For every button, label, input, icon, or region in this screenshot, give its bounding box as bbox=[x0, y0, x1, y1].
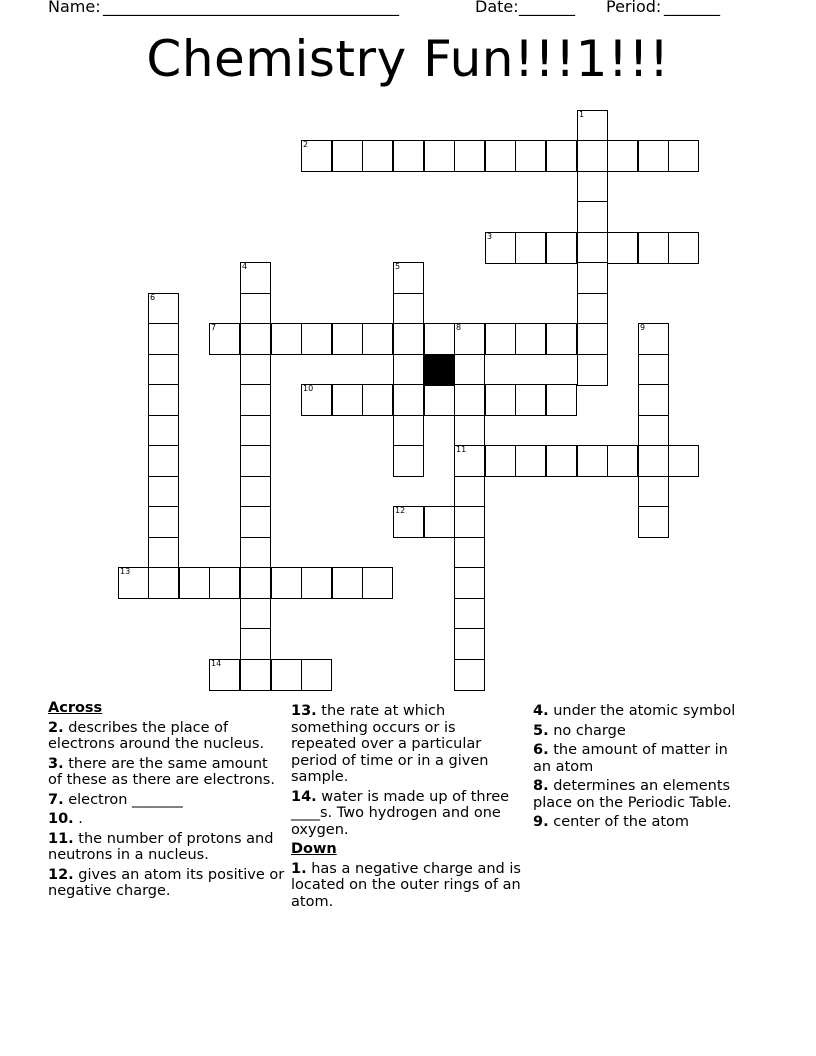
grid-cell[interactable] bbox=[638, 476, 669, 508]
grid-cell[interactable] bbox=[148, 476, 179, 508]
grid-cell[interactable] bbox=[362, 384, 393, 416]
grid-cell[interactable] bbox=[607, 140, 638, 172]
cell-number: 10 bbox=[303, 384, 314, 393]
grid-cell[interactable] bbox=[393, 354, 424, 386]
grid-cell[interactable] bbox=[301, 567, 332, 599]
grid-cell[interactable] bbox=[546, 384, 577, 416]
grid-cell[interactable] bbox=[485, 140, 516, 172]
clue-number: 11. bbox=[48, 830, 74, 847]
grid-cell[interactable] bbox=[638, 140, 669, 172]
clue-down-1 bbox=[291, 861, 521, 911]
grid-cell[interactable] bbox=[454, 323, 485, 355]
period-label: Period: bbox=[606, 0, 662, 16]
grid-cell[interactable] bbox=[148, 537, 179, 569]
grid-cell[interactable] bbox=[148, 293, 179, 325]
clue-across-12 bbox=[48, 867, 286, 900]
clue-number: 2. bbox=[48, 719, 64, 736]
grid-cell[interactable] bbox=[668, 140, 699, 172]
grid-cell[interactable] bbox=[577, 140, 608, 172]
grid-cell[interactable] bbox=[638, 445, 669, 477]
date-label: Date: bbox=[475, 0, 519, 16]
grid-cell[interactable] bbox=[638, 506, 669, 538]
clues-column-1 bbox=[48, 700, 286, 903]
cell-number: 5 bbox=[395, 262, 401, 271]
grid-cell[interactable] bbox=[454, 659, 485, 691]
grid-cell[interactable] bbox=[393, 262, 424, 294]
grid-cell[interactable] bbox=[148, 384, 179, 416]
grid-cell[interactable] bbox=[301, 140, 332, 172]
grid-cell[interactable] bbox=[179, 567, 210, 599]
down-heading: Down bbox=[291, 841, 337, 857]
grid-cell[interactable] bbox=[668, 232, 699, 264]
grid-cell[interactable] bbox=[607, 445, 638, 477]
page-title: Chemistry Fun!!!1!!! bbox=[146, 30, 670, 88]
grid-cell[interactable] bbox=[148, 354, 179, 386]
grid-cell[interactable] bbox=[454, 567, 485, 599]
grid-cell[interactable] bbox=[546, 232, 577, 264]
clue-text: the number of protons and neutrons in a nucleus. bbox=[48, 830, 274, 863]
clues-column-2 bbox=[291, 703, 521, 913]
grid-cell[interactable] bbox=[485, 384, 516, 416]
grid-cell[interactable] bbox=[240, 659, 271, 691]
grid-cell[interactable] bbox=[577, 445, 608, 477]
grid-cell[interactable] bbox=[240, 445, 271, 477]
grid-cell[interactable] bbox=[515, 323, 546, 355]
grid-cell[interactable] bbox=[424, 384, 455, 416]
grid-cell[interactable] bbox=[301, 659, 332, 691]
clue-text: gives an atom its positive or negative charge. bbox=[48, 866, 285, 899]
cell-number: 13 bbox=[120, 567, 131, 576]
clue-number: 1. bbox=[291, 860, 307, 877]
grid-cell[interactable] bbox=[240, 415, 271, 447]
clue-across-2 bbox=[48, 720, 286, 753]
grid-cell[interactable] bbox=[148, 567, 179, 599]
grid-cell[interactable] bbox=[668, 445, 699, 477]
clue-number: 9. bbox=[533, 814, 549, 830]
grid-cell[interactable] bbox=[485, 232, 516, 264]
clue-across-7 bbox=[48, 792, 286, 809]
grid-cell[interactable] bbox=[240, 293, 271, 325]
grid-cell[interactable] bbox=[240, 323, 271, 355]
grid-cell[interactable] bbox=[148, 415, 179, 447]
grid-cell[interactable] bbox=[240, 354, 271, 386]
grid-cell[interactable] bbox=[638, 323, 669, 355]
grid-cell[interactable] bbox=[393, 384, 424, 416]
grid-cell[interactable] bbox=[148, 323, 179, 355]
grid-cell[interactable] bbox=[515, 445, 546, 477]
grid-cell[interactable] bbox=[607, 232, 638, 264]
clue-number: 7. bbox=[48, 791, 64, 808]
clue-text: has a negative charge and is located on the outer rings of an atom. bbox=[291, 860, 521, 910]
clue-across-11 bbox=[48, 831, 286, 864]
clue-text: electron _______ bbox=[63, 791, 183, 808]
clue-across-10 bbox=[48, 811, 286, 828]
grid-cell[interactable] bbox=[271, 659, 302, 691]
grid-cell[interactable] bbox=[454, 140, 485, 172]
grid-cell[interactable] bbox=[209, 567, 240, 599]
grid-cell[interactable] bbox=[577, 293, 608, 325]
clue-text: no charge bbox=[548, 722, 626, 739]
grid-cell[interactable] bbox=[546, 140, 577, 172]
grid-cell[interactable] bbox=[515, 140, 546, 172]
cell-number: 1 bbox=[579, 110, 585, 119]
grid-cell[interactable] bbox=[546, 445, 577, 477]
grid-cell[interactable] bbox=[271, 323, 302, 355]
grid-cell[interactable] bbox=[424, 140, 455, 172]
grid-cell[interactable] bbox=[209, 659, 240, 691]
grid-cell[interactable] bbox=[638, 232, 669, 264]
clue-number: 14. bbox=[291, 788, 317, 805]
grid-cell[interactable] bbox=[240, 567, 271, 599]
clue-down-6 bbox=[533, 742, 748, 775]
grid-cell[interactable] bbox=[485, 323, 516, 355]
grid-cell[interactable] bbox=[515, 384, 546, 416]
cell-number: 14 bbox=[211, 659, 222, 668]
clue-text: the amount of matter in an atom bbox=[533, 742, 728, 775]
grid-cell[interactable] bbox=[148, 506, 179, 538]
grid-cell[interactable] bbox=[240, 537, 271, 569]
grid-cell[interactable] bbox=[454, 628, 485, 660]
name-label: Name: bbox=[48, 0, 101, 16]
grid-cell[interactable] bbox=[577, 323, 608, 355]
clue-across-3 bbox=[48, 756, 286, 789]
cell-number: 4 bbox=[242, 262, 248, 271]
grid-cell[interactable] bbox=[240, 476, 271, 508]
grid-cell[interactable] bbox=[362, 567, 393, 599]
clue-number: 5. bbox=[533, 722, 549, 739]
grid-cell[interactable] bbox=[393, 506, 424, 538]
clue-number: 6. bbox=[533, 742, 549, 758]
clue-text: the rate at which something occurs or is repeated over a particular period of time or in a given sample. bbox=[291, 703, 489, 785]
date-blank[interactable]: _______ bbox=[519, 0, 575, 16]
grid-cell[interactable] bbox=[209, 323, 240, 355]
cell-number: 7 bbox=[211, 323, 217, 332]
clues-column-3 bbox=[533, 703, 748, 834]
clue-down-8 bbox=[533, 778, 748, 811]
grid-cell[interactable] bbox=[271, 567, 302, 599]
name-blank[interactable]: _____________________________________ bbox=[103, 0, 399, 16]
clue-text: under the atomic symbol bbox=[548, 703, 736, 719]
grid-cell[interactable] bbox=[454, 476, 485, 508]
grid-cell[interactable] bbox=[424, 506, 455, 538]
grid-cell[interactable] bbox=[362, 323, 393, 355]
grid-cell[interactable] bbox=[332, 384, 363, 416]
grid-cell[interactable] bbox=[546, 323, 577, 355]
grid-cell[interactable] bbox=[454, 445, 485, 477]
cell-number: 8 bbox=[456, 323, 462, 332]
grid-cell[interactable] bbox=[638, 384, 669, 416]
grid-cell[interactable] bbox=[454, 598, 485, 630]
clue-text: determines an elements place on the Periodic Table. bbox=[533, 778, 732, 811]
grid-cell[interactable] bbox=[577, 110, 608, 142]
clue-across-13 bbox=[291, 703, 521, 786]
cell-number: 11 bbox=[456, 445, 467, 454]
grid-cell[interactable] bbox=[362, 140, 393, 172]
grid-cell[interactable] bbox=[332, 323, 363, 355]
clue-down-9 bbox=[533, 814, 748, 831]
grid-cell[interactable] bbox=[577, 354, 608, 386]
grid-cell[interactable] bbox=[577, 171, 608, 203]
clue-number: 4. bbox=[533, 703, 549, 719]
cell-number: 2 bbox=[303, 140, 309, 149]
clue-across-14 bbox=[291, 789, 521, 839]
grid-cell[interactable] bbox=[638, 354, 669, 386]
grid-cell[interactable] bbox=[301, 323, 332, 355]
cell-number: 12 bbox=[395, 506, 406, 515]
grid-cell[interactable] bbox=[393, 140, 424, 172]
cell-number: 9 bbox=[640, 323, 646, 332]
grid-cell[interactable] bbox=[240, 506, 271, 538]
grid-cell[interactable] bbox=[577, 262, 608, 294]
grid-cell[interactable] bbox=[454, 506, 485, 538]
grid-cell[interactable] bbox=[332, 140, 363, 172]
grid-cell[interactable] bbox=[301, 384, 332, 416]
clue-number: 3. bbox=[48, 755, 64, 772]
cell-number: 6 bbox=[150, 293, 156, 302]
clue-number: 13. bbox=[291, 703, 317, 719]
cell-number: 3 bbox=[487, 232, 493, 241]
grid-cell[interactable] bbox=[148, 445, 179, 477]
grid-cell[interactable] bbox=[515, 232, 546, 264]
grid-cell[interactable] bbox=[393, 323, 424, 355]
clue-text: describes the place of electrons around the nucleus. bbox=[48, 719, 265, 752]
period-blank[interactable]: _______ bbox=[664, 0, 720, 16]
black-cell bbox=[424, 354, 455, 386]
grid-cell[interactable] bbox=[393, 445, 424, 477]
grid-cell[interactable] bbox=[577, 232, 608, 264]
clue-text: there are the same amount of these as there are electrons. bbox=[48, 755, 275, 788]
clue-down-5 bbox=[533, 723, 748, 740]
clue-text: . bbox=[73, 811, 83, 827]
clue-number: 12. bbox=[48, 866, 74, 883]
clue-text: center of the atom bbox=[548, 814, 690, 830]
across-heading: Across bbox=[48, 700, 103, 716]
grid-cell[interactable] bbox=[332, 567, 363, 599]
grid-cell[interactable] bbox=[454, 384, 485, 416]
clue-down-4 bbox=[533, 703, 748, 720]
grid-cell[interactable] bbox=[118, 567, 149, 599]
grid-cell[interactable] bbox=[240, 384, 271, 416]
grid-cell[interactable] bbox=[240, 628, 271, 660]
grid-cell[interactable] bbox=[485, 445, 516, 477]
grid-cell[interactable] bbox=[424, 323, 455, 355]
clue-number: 10. bbox=[48, 811, 74, 827]
clue-number: 8. bbox=[533, 778, 549, 794]
grid-cell[interactable] bbox=[454, 415, 485, 447]
grid-cell[interactable] bbox=[393, 415, 424, 447]
grid-cell[interactable] bbox=[240, 598, 271, 630]
grid-cell[interactable] bbox=[638, 415, 669, 447]
grid-cell[interactable] bbox=[577, 201, 608, 233]
grid-cell[interactable] bbox=[393, 293, 424, 325]
grid-cell[interactable] bbox=[454, 537, 485, 569]
clue-text: water is made up of three ____s. Two hydrogen and one oxygen. bbox=[291, 788, 510, 838]
grid-cell[interactable] bbox=[454, 354, 485, 386]
grid-cell[interactable] bbox=[240, 262, 271, 294]
